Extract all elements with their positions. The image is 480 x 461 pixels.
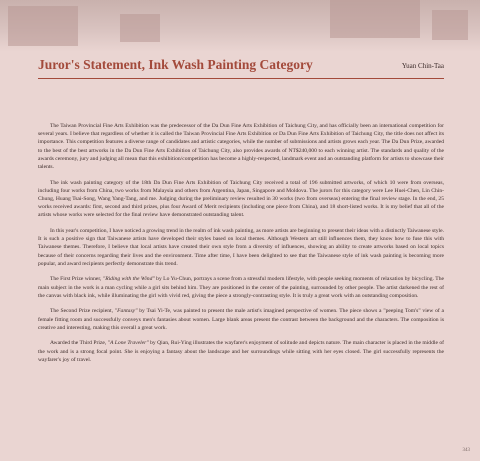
header-background-photo	[0, 0, 480, 52]
page-number: 343	[462, 448, 470, 453]
paragraph-text: The Second Prize recipient,	[50, 308, 115, 315]
title-row	[38, 57, 444, 77]
paragraph-5	[38, 307, 444, 332]
paragraph-text: The Taiwan Provincial Fine Arts Exhibition was the predecessor of the Da Dun Fine Arts Exhibition of Taichung City, and has officially been an international competition for several years. I believe that regardless of whether it is called the Taiwan Provincial Fine Arts Exhibition or Da Dun Fine Arts Exhibition of Taichung City, the title does not affect its importance. This competition features a diverse range of candidates and artistic categories, while the number of submissions and artists grows each year. The Da Dun Prize, awarded to the best of the best artworks in the Da Dun Fine Arts Exhibition of Taichung City, also provides awards of NT$240,000 to each winning artist. The standards and quality of the awards ceremony, jury and judging all mean that this exhibition/competition has become a highly-respected, landmark event and an outstanding platform for artists to showcase their talents.	[38, 123, 444, 171]
artwork-title: "A Lone Traveler"	[107, 340, 149, 347]
paragraph-4	[38, 275, 444, 300]
paragraph-text: by Lo Yu-Chun, portrays a scene from a stressful modern lifestyle, with people seeking moments of relaxation by bicycling. The main subject in the work is a man cycling while a girl sits behind him. They are positioned in the center of the painting, surrounded by other people. The artist darkened the rest of the canvas with black ink, while illuminating the girl with vivid red, giving the piece a strongly-contrasting style. It is truly a great work with an outstanding composition.	[38, 276, 445, 299]
artwork-title: "Riding with the Wind"	[102, 276, 155, 283]
paragraph-1	[38, 122, 444, 171]
paragraph-2	[38, 179, 444, 220]
page-title: Juror's Statement, Ink Wash Painting Category	[38, 57, 313, 72]
title-divider	[38, 78, 444, 79]
artwork-title: "Fantasy"	[114, 308, 138, 315]
paragraph-6	[38, 339, 444, 364]
paragraph-text: by Qian, Rui-Ying illustrates the wayfarer's enjoyment of solitude and depicts nature. The main character is placed in the middle of the work and is a strong focal point. She is enjoying a fantasy about the landscape and her surroundings while sitting with her eyes closed. The girl successfully represents the wayfarer's joy of travel.	[38, 340, 444, 363]
paragraph-text: Awarded the Third Prize,	[50, 340, 108, 347]
paragraph-text: The First Prize winner,	[50, 276, 103, 283]
author-name: Yuan Chin-Taa	[401, 62, 444, 70]
paragraph-text: The ink wash painting category of the 18th Da Dun Fine Arts Exhibition of Taichung City received a total of 196 submitted artworks, of which 10 were from overseas, including four works from China, two works from Malaysia and others from Argentina, Japan, Singapore and Moldova. The jurors for this category were Lee Huei-Chen, Lin Chin-Chung, Huang Tsai-Song, Wang Yang-Tang, and me. Judging during the preliminary review resulted in 30 works (two from overseas) entering the final review stage. In the end, 25 works received awards: first, second and third prizes, plus four Award of Merit recipients (including one piece from China), and 18 short-listed works. It is my belief that all of the artists whose works were selected for the final review have demonstrated outstanding talent.	[38, 179, 444, 219]
article-body	[38, 122, 444, 371]
paragraph-3	[38, 227, 444, 268]
paragraph-text: by Tsai Yi-Te, was painted to present the male artist's imagined perspective of women. The piece shows a "peeping Tom's" view of a female fitting room and successfully conveys men's fantasies about women. Large blank areas present the contrast between the background and the characters. The composition is creative and interesting, making this overall a great work.	[38, 308, 444, 331]
paragraph-text: In this year's competition, I have noticed a growing trend in the realm of ink wash painting, as more artists are beginning to present their ideas with a distinctly Taiwanese style. It is such a positive sign that Taiwanese artists have developed their styles based on local themes. Although Western art still influences them, they know how to fuse this with Taiwanese themes. Therefore, I believe that local artists have created their own style from a diversity of influences, showing an ability to create artworks based on local topics because of their concerns regarding their lives and the environment. Time after time, I have been delighted to see that the Taiwanese style of ink wash painting is becoming more popular, and award recipients perfectly demonstrate this trend.	[38, 228, 444, 267]
